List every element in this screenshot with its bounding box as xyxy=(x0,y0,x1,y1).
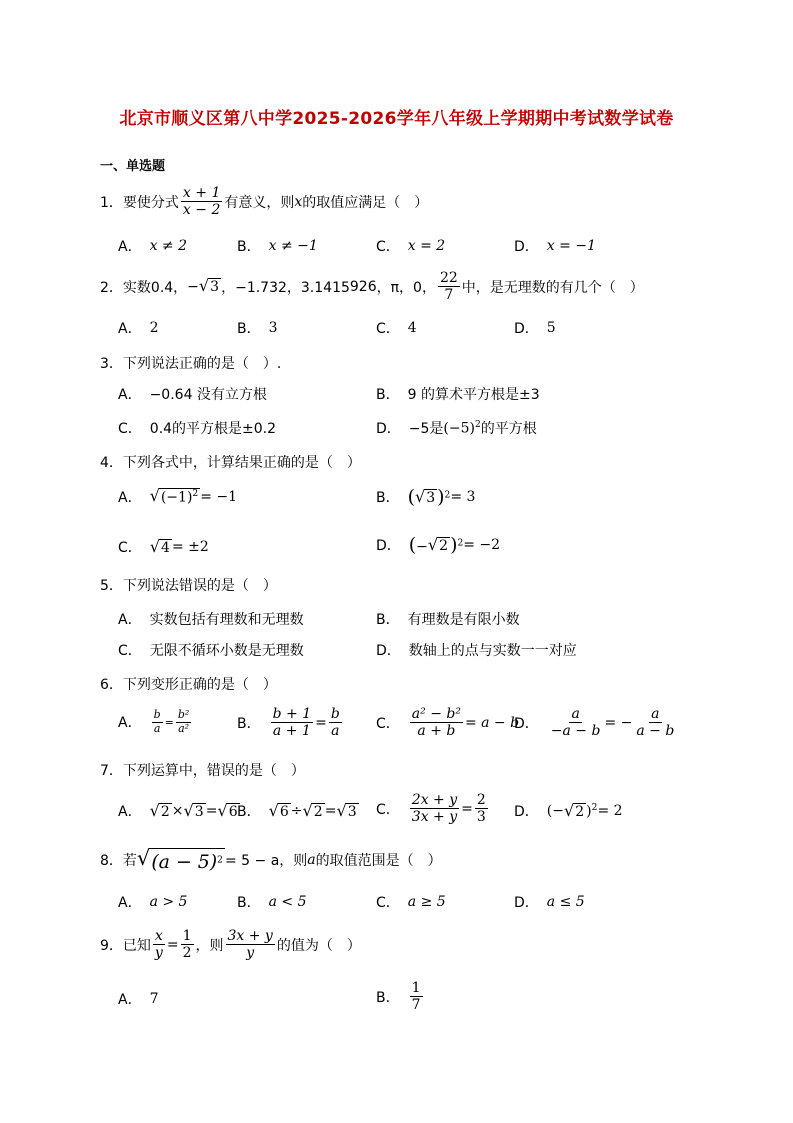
question-9: 9．已知 $\frac{x}{y}$ = $\frac{1}{2}$ ，则 $\frac{3x + y}{y}$ 的值为（ ） xyxy=(100,928,361,962)
option-7a[interactable]: A． √ 2 × √ 3 = √ 6 xyxy=(118,800,238,820)
option-1c[interactable]: C． x = 2 xyxy=(376,238,446,255)
option-4d[interactable]: D． (− √ 2 )$^2$ = −2 xyxy=(376,533,501,556)
option-1b[interactable]: B． x ≠ −1 xyxy=(237,238,318,255)
option-9b[interactable]: B． $\frac{1}{7}$ xyxy=(376,980,421,1014)
option-4c[interactable]: C． √ 4 = ±2 xyxy=(118,536,209,556)
option-8c[interactable]: C． a ≥ 5 xyxy=(376,894,446,911)
sqrt: √ 3 xyxy=(198,276,220,296)
question-1: 1．要使分式 $\frac{x + 1}{x - 2}$ 有意义，则 x 的取值应满足（ ） xyxy=(100,185,429,219)
question-2: 2．实数0.4， − √ 3 ，−1.732，3.1415 926 ，π，0， $\frac{22}{7}$ 中，是无理数的有几个（ ） xyxy=(100,270,644,304)
question-5: 5．下列说法错误的是（ ） xyxy=(100,578,277,594)
option-9a[interactable]: A． 7 xyxy=(118,991,159,1008)
option-2d[interactable]: D． 5 xyxy=(514,320,556,337)
option-5a[interactable]: A． 实数包括有理数和无理数 xyxy=(118,612,304,628)
option-3a[interactable]: A． −0.64 没有立方根 xyxy=(118,387,267,403)
option-1d[interactable]: D． x = −1 xyxy=(514,238,596,255)
option-5c[interactable]: C． 无限不循环小数是无理数 xyxy=(118,643,304,659)
option-6d[interactable]: D． $\frac{a}{-a - b}$ = − $\frac{a}{a - b}$ xyxy=(514,706,675,740)
option-7c[interactable]: C． $\frac{2x + y}{3x + y}$ = $\frac{2}{3}$ xyxy=(376,792,486,826)
page-title: 北京市顺义区第八中学2025-2026学年八年级上学期期中考试数学试卷 xyxy=(119,109,674,129)
question-6: 6．下列变形正确的是（ ） xyxy=(100,677,277,693)
option-7b[interactable]: B． √ 6 ÷ √ 2 = √ 3 xyxy=(237,800,357,820)
fraction: $\frac{22}{7}$ xyxy=(439,270,458,304)
fraction: $\frac{x + 1}{x - 2}$ xyxy=(182,185,221,219)
option-8d[interactable]: D． a ≤ 5 xyxy=(514,894,585,911)
question-7: 7．下列运算中，错误的是（ ） xyxy=(100,763,305,779)
option-2c[interactable]: C． 4 xyxy=(376,320,417,337)
option-1a[interactable]: A． x ≠ 2 xyxy=(118,238,188,255)
option-8a[interactable]: A． a > 5 xyxy=(118,894,188,911)
option-6a[interactable]: A． $\frac{b}{a}$ = $\frac{\text{b²}}{\text{a²}}$ xyxy=(118,708,190,735)
option-8b[interactable]: B． a < 5 xyxy=(237,894,307,911)
option-4b[interactable]: B． ( √ 3 )$^2$ = 3 xyxy=(376,485,476,508)
section-heading: 一、单选题 xyxy=(100,159,166,174)
option-2b[interactable]: B． 3 xyxy=(237,320,278,337)
option-7d[interactable]: D． (− √ 2 )$^2$ = 2 xyxy=(514,800,623,820)
option-3b[interactable]: B． 9 的算术平方根是±3 xyxy=(376,387,540,403)
question-8: 8．若 √ $(a - 5)^2$ = 5 − a，则 a 的取值范围是（ ） xyxy=(100,846,442,873)
option-5b[interactable]: B． 有理数是有限小数 xyxy=(376,612,520,628)
question-4: 4．下列各式中，计算结果正确的是（ ） xyxy=(100,455,361,471)
option-6c[interactable]: C． $\frac{\text{a² − b²}}{a + b}$ = a − b xyxy=(376,706,520,740)
option-3c[interactable]: C． 0.4的平方根是±0.2 xyxy=(118,421,277,437)
question-3: 3．下列说法正确的是（ ）. xyxy=(100,356,282,372)
option-5d[interactable]: D． 数轴上的点与实数一一对应 xyxy=(376,643,577,659)
option-4a[interactable]: A． √ $(-1)^2$ = −1 xyxy=(118,486,238,506)
option-2a[interactable]: A． 2 xyxy=(118,320,159,337)
option-6b[interactable]: B． $\frac{b + 1}{a + 1}$ = $\frac{b}{a}$ xyxy=(237,706,340,740)
option-3d[interactable]: D． −5是 $(-5)^2$ 的平方根 xyxy=(376,419,537,437)
